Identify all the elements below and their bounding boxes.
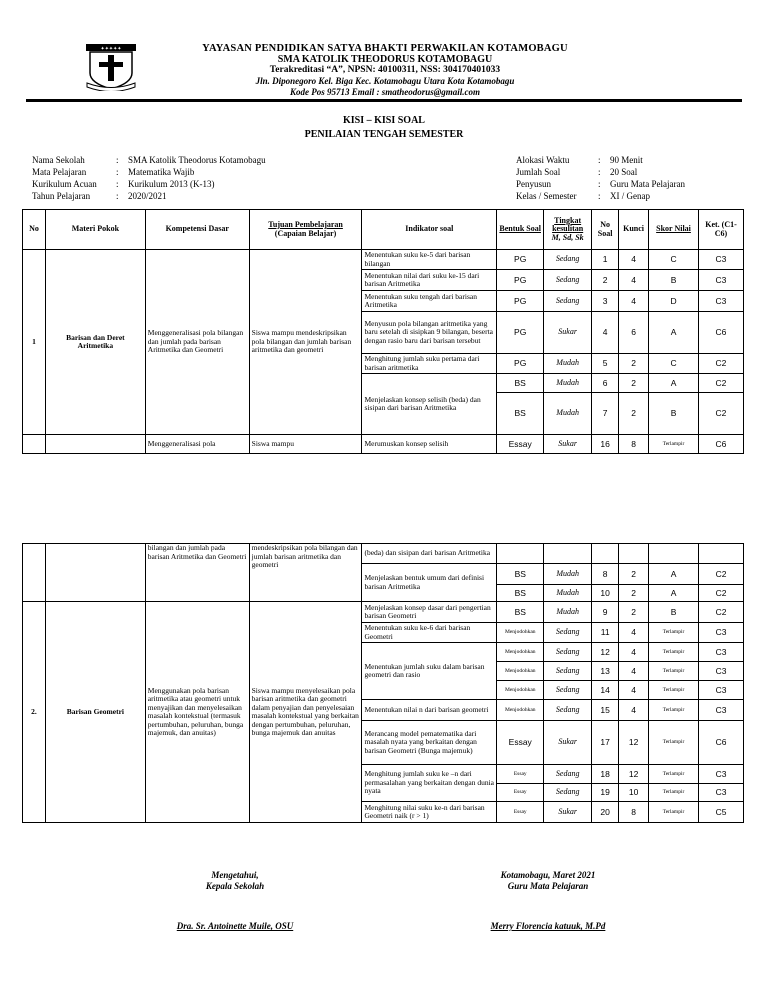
no-soal-cell: 16 bbox=[592, 435, 619, 454]
skor-cell: Terlampir bbox=[649, 681, 699, 700]
kunci-cell: 10 bbox=[619, 784, 649, 802]
tail-tujuan: Siswa mampu bbox=[249, 435, 362, 454]
info-key: Alokasi Waktu bbox=[516, 155, 570, 165]
ket-cell: C6 bbox=[698, 435, 743, 454]
info-key: Kurikulum Acuan bbox=[32, 179, 97, 189]
indikator-cell: Menjelaskan konsep selisih (beda) dan sisipan dari barisan Aritmetika bbox=[362, 374, 497, 435]
tingkat-cell: Mudah bbox=[544, 374, 592, 393]
skor-cell: A bbox=[649, 312, 699, 354]
kunci-cell: 12 bbox=[619, 721, 649, 765]
tingkat-cell bbox=[544, 544, 592, 564]
tingkat-cell: Sedang bbox=[544, 623, 592, 643]
no-soal-cell: 19 bbox=[592, 784, 619, 802]
sig-left-name: Dra. Sr. Antoinette Muile, OSU bbox=[176, 921, 294, 931]
bentuk-cell: Menjodohkan bbox=[497, 700, 544, 721]
section-tujuan: Siswa mampu mendeskripsikan pola bilangan dan jumlah barisan aritmetika dan geometri bbox=[249, 250, 362, 435]
svg-text:✦✦✦✦✦: ✦✦✦✦✦ bbox=[100, 46, 122, 52]
section-no: 1 bbox=[23, 250, 46, 435]
no-soal-cell: 13 bbox=[592, 662, 619, 681]
skor-cell: Terlampir bbox=[649, 643, 699, 662]
no-soal-cell: 5 bbox=[592, 354, 619, 374]
tingkat-cell: Mudah bbox=[544, 564, 592, 585]
info-sep: : bbox=[116, 155, 119, 165]
section-materi-empty bbox=[45, 544, 145, 602]
indikator-cell: Merancang model pematematika dari masalah nyata yang berkaitan dengan barisan Geometri (Bunga majemuk) bbox=[362, 721, 497, 765]
school-name: SMA KATOLIK THEODORUS KOTAMOBAGU bbox=[277, 54, 493, 65]
ket-cell: C3 bbox=[699, 765, 744, 784]
info-key: Tahun Pelajaran bbox=[32, 191, 91, 201]
no-soal-cell: 20 bbox=[592, 802, 619, 823]
kunci-cell: 4 bbox=[619, 681, 649, 700]
section-kd: Menggunakan pola barisan aritmetika atau geometri untuk menyajikan dan menyelesaikan masalah kontekstual (termasuk pertumbuhan, peluruhan, bunga majemuk, dan anuitas) bbox=[145, 602, 249, 823]
info-value: Guru Mata Pelajaran bbox=[610, 179, 685, 189]
info-key: Kelas / Semester bbox=[516, 191, 577, 201]
skor-cell: A bbox=[649, 564, 699, 585]
bentuk-cell: Menjodohkan bbox=[497, 623, 544, 643]
section-no: 2. bbox=[23, 602, 46, 823]
no-soal-cell: 6 bbox=[592, 374, 619, 393]
bentuk-cell: BS bbox=[497, 585, 544, 602]
info-left bbox=[32, 154, 266, 202]
section-no-empty bbox=[23, 435, 46, 454]
indikator-cell: Menentukan jumlah suku dalam barisan geometri dan rasio bbox=[362, 643, 497, 700]
info-value: 20 Soal bbox=[610, 167, 638, 177]
ket-cell: C3 bbox=[699, 700, 744, 721]
bentuk-cell: PG bbox=[497, 312, 544, 354]
kunci-cell: 8 bbox=[619, 435, 649, 454]
no-soal-cell: 4 bbox=[592, 312, 619, 354]
sig-right-name: Merry Florencia katuuk, M.Pd bbox=[490, 921, 606, 931]
bentuk-cell bbox=[497, 544, 544, 564]
tingkat-cell: Sedang bbox=[544, 643, 592, 662]
sig-left-line1: Mengetahui, bbox=[211, 870, 259, 880]
section-tujuan: Siswa mampu menyelesaikan pola barisan aritmetika dan geometri dalam penyajian dan penyelesaian masalah kontekstual yang berkaitan dengan pertumbuhan, peluruhan, bunga majemuk dan anuitas bbox=[249, 602, 362, 823]
kunci-cell: 4 bbox=[619, 700, 649, 721]
kunci-cell: 2 bbox=[619, 393, 649, 435]
skor-cell: Terlampir bbox=[649, 662, 699, 681]
tingkat-cell: Sedang bbox=[544, 765, 592, 784]
indikator-cell: Menghitung nilai suku ke-n dari barisan Geometri naik (r ˃ 1) bbox=[362, 802, 497, 823]
table-row bbox=[23, 250, 744, 270]
ket-cell: C3 bbox=[698, 291, 743, 312]
indikator-cell: Menentukan suku ke-5 dari barisan bilangan bbox=[362, 250, 497, 270]
col-kunci: Kunci bbox=[619, 210, 649, 250]
no-soal-cell: 18 bbox=[592, 765, 619, 784]
table-row bbox=[23, 602, 744, 623]
ket-cell: C3 bbox=[699, 784, 744, 802]
bentuk-cell: PG bbox=[497, 250, 544, 270]
info-sep: : bbox=[116, 179, 119, 189]
table-row bbox=[23, 544, 744, 564]
kunci-cell: 4 bbox=[619, 291, 649, 312]
tingkat-cell: Sedang bbox=[544, 270, 592, 291]
no-soal-cell: 2 bbox=[592, 270, 619, 291]
kunci-cell: 6 bbox=[619, 312, 649, 354]
info-key: Mata Pelajaran bbox=[32, 167, 87, 177]
kunci-cell: 8 bbox=[619, 802, 649, 823]
kunci-cell: 4 bbox=[619, 623, 649, 643]
kunci-cell: 4 bbox=[619, 662, 649, 681]
table-row bbox=[23, 435, 744, 454]
col-tujuan-label: Tujuan Pembelajaran bbox=[268, 220, 343, 229]
ket-cell: C3 bbox=[699, 623, 744, 643]
bentuk-cell: BS bbox=[497, 374, 544, 393]
section-materi: Barisan dan Deret Aritmetika bbox=[45, 250, 145, 435]
ket-cell: C6 bbox=[698, 312, 743, 354]
kunci-cell: 2 bbox=[619, 354, 649, 374]
indikator-cell: Menentukan nilai n dari barisan geometri bbox=[362, 700, 497, 721]
tingkat-cell: Sedang bbox=[544, 250, 592, 270]
cont-kd: bilangan dan jumlah pada barisan Aritmetika dan Geometri bbox=[145, 544, 249, 602]
bentuk-cell: BS bbox=[497, 602, 544, 623]
tingkat-cell: Sukar bbox=[544, 312, 592, 354]
info-sep: : bbox=[598, 191, 601, 201]
skor-cell: Terlampir bbox=[649, 700, 699, 721]
indikator-cell: Menghitung jumlah suku pertama dari barisan aritmetika bbox=[362, 354, 497, 374]
skor-cell: Terlampir bbox=[649, 623, 699, 643]
info-key: Nama Sekolah bbox=[32, 155, 85, 165]
ket-cell: C2 bbox=[698, 393, 743, 435]
skor-cell: A bbox=[649, 374, 699, 393]
bentuk-cell: Menjodohkan bbox=[497, 662, 544, 681]
ket-cell: C2 bbox=[698, 374, 743, 393]
bentuk-cell: BS bbox=[497, 564, 544, 585]
indikator-cell: Menghitung jumlah suku ke –n dari permasalahan yang berkaitan dengan dunia nyata bbox=[362, 765, 497, 802]
tingkat-cell: Sedang bbox=[544, 291, 592, 312]
ket-cell: C5 bbox=[699, 802, 744, 823]
no-soal-cell: 15 bbox=[592, 700, 619, 721]
bentuk-cell: Essay bbox=[497, 784, 544, 802]
indikator-cell: Menentukan nilai dari suku ke-15 dari barisan Aritmetika bbox=[362, 270, 497, 291]
bentuk-cell: PG bbox=[497, 270, 544, 291]
col-kd: Kompetensi Dasar bbox=[145, 210, 249, 250]
ket-cell: C2 bbox=[699, 585, 744, 602]
ket-cell: C6 bbox=[699, 721, 744, 765]
indikator-cell: Menentukan suku ke-6 dari barisan Geometri bbox=[362, 623, 497, 643]
tingkat-cell: Mudah bbox=[544, 602, 592, 623]
tingkat-cell: Sukar bbox=[544, 435, 592, 454]
kunci-cell: 2 bbox=[619, 602, 649, 623]
bentuk-cell: Menjodohkan bbox=[497, 643, 544, 662]
indikator-cell: Merumuskan konsep selisih bbox=[362, 435, 497, 454]
tingkat-cell: Mudah bbox=[544, 393, 592, 435]
skor-cell: Terlampir bbox=[649, 435, 699, 454]
col-tingkat bbox=[544, 210, 592, 250]
kunci-cell: 2 bbox=[619, 374, 649, 393]
no-soal-cell: 10 bbox=[592, 585, 619, 602]
kunci-cell: 12 bbox=[619, 765, 649, 784]
kunci-cell: 4 bbox=[619, 270, 649, 291]
skor-cell bbox=[649, 544, 699, 564]
col-indikator: Indikator soal bbox=[362, 210, 497, 250]
indikator-cell: Menjelaskan konsep dasar dari pengertian barisan Geometri bbox=[362, 602, 497, 623]
skor-cell: B bbox=[649, 393, 699, 435]
no-soal-cell: 8 bbox=[592, 564, 619, 585]
col-tujuan bbox=[249, 210, 362, 250]
ket-cell: C2 bbox=[698, 354, 743, 374]
info-sep: : bbox=[598, 155, 601, 165]
address-line: Jln. Diponegoro Kel. Biga Kec. Kotamobagu Utara Kota Kotamobagu bbox=[255, 76, 515, 86]
no-soal-cell bbox=[592, 544, 619, 564]
skor-cell: D bbox=[649, 291, 699, 312]
info-value: Matematika Wajib bbox=[128, 167, 195, 177]
info-value: Kurikulum 2013 (K-13) bbox=[128, 179, 215, 189]
info-row bbox=[32, 154, 266, 166]
kunci-cell: 2 bbox=[619, 585, 649, 602]
info-row bbox=[32, 190, 266, 202]
doc-title: KISI – KISI SOAL bbox=[343, 115, 425, 126]
info-value: SMA Katolik Theodorus Kotamobagu bbox=[128, 155, 266, 165]
info-sep: : bbox=[598, 179, 601, 189]
kunci-cell: 4 bbox=[619, 250, 649, 270]
table-header-row bbox=[23, 210, 744, 250]
info-row bbox=[516, 190, 685, 202]
tingkat-cell: Mudah bbox=[544, 354, 592, 374]
school-logo bbox=[84, 43, 138, 91]
info-key: Penyusun bbox=[516, 179, 552, 189]
tingkat-cell: Sedang bbox=[544, 681, 592, 700]
skor-cell: Terlampir bbox=[649, 721, 699, 765]
ket-cell: C3 bbox=[699, 681, 744, 700]
ket-cell: C3 bbox=[699, 662, 744, 681]
no-soal-cell: 12 bbox=[592, 643, 619, 662]
doc-subtitle: PENILAIAN TENGAH SEMESTER bbox=[304, 129, 464, 140]
bentuk-cell: Essay bbox=[497, 435, 544, 454]
skor-cell: C bbox=[649, 250, 699, 270]
tingkat-cell: Sedang bbox=[544, 784, 592, 802]
info-row bbox=[32, 166, 266, 178]
kisi-table-page2 bbox=[22, 543, 744, 823]
indikator-cell: Menentukan suku tengah dari barisan Aritmetika bbox=[362, 291, 497, 312]
info-sep: : bbox=[116, 167, 119, 177]
no-soal-cell: 17 bbox=[592, 721, 619, 765]
indikator-cell: (beda) dan sisipan dari barisan Aritmetika bbox=[362, 544, 497, 564]
no-soal-cell: 14 bbox=[592, 681, 619, 700]
tingkat-cell: Sukar bbox=[544, 721, 592, 765]
info-right bbox=[516, 154, 685, 202]
info-key: Jumlah Soal bbox=[516, 167, 561, 177]
ket-cell: C2 bbox=[699, 602, 744, 623]
cont-tujuan: mendeskripsikan pola bilangan dan jumlah barisan aritmetika dan geometri bbox=[249, 544, 362, 602]
section-materi: Barisan Geometri bbox=[45, 602, 145, 823]
col-skor: Skor Nilai bbox=[649, 210, 699, 250]
kunci-cell: 4 bbox=[619, 643, 649, 662]
sig-right-line2: Guru Mata Pelajaran bbox=[507, 881, 589, 891]
skor-cell: B bbox=[649, 602, 699, 623]
sig-left-line2: Kepala Sekolah bbox=[205, 881, 265, 891]
no-soal-cell: 7 bbox=[592, 393, 619, 435]
no-soal-cell: 11 bbox=[592, 623, 619, 643]
info-value: 2020/2021 bbox=[128, 191, 167, 201]
skor-cell: Terlampir bbox=[649, 784, 699, 802]
section-materi-empty bbox=[45, 435, 145, 454]
ket-cell: C3 bbox=[699, 643, 744, 662]
kisi-table-page1 bbox=[22, 209, 744, 454]
skor-cell: Terlampir bbox=[649, 802, 699, 823]
info-sep: : bbox=[598, 167, 601, 177]
contact-line: Kode Pos 95713 Email : smatheodorus@gmail.com bbox=[290, 87, 480, 97]
skor-cell: A bbox=[649, 585, 699, 602]
info-value: XI / Genap bbox=[610, 191, 650, 201]
bentuk-cell: PG bbox=[497, 354, 544, 374]
tingkat-cell: Mudah bbox=[544, 585, 592, 602]
tingkat-cell: Sedang bbox=[544, 662, 592, 681]
no-soal-cell: 9 bbox=[592, 602, 619, 623]
col-materi: Materi Pokok bbox=[45, 210, 145, 250]
ket-cell: C2 bbox=[699, 564, 744, 585]
foundation-name: YAYASAN PENDIDIKAN SATYA BHAKTI PERWAKILAN KOTAMOBAGU bbox=[202, 43, 568, 54]
header-divider bbox=[26, 99, 742, 102]
ket-cell: C3 bbox=[698, 250, 743, 270]
ket-cell bbox=[699, 544, 744, 564]
indikator-cell: Menjelaskan bentuk umum dari definisi barisan Aritmetika bbox=[362, 564, 497, 602]
section-kd: Menggeneralisasi pola bilangan dan jumlah pada barisan Aritmetika dan Geometri bbox=[145, 250, 249, 435]
ket-cell: C3 bbox=[698, 270, 743, 291]
col-ket: Ket. (C1-C6) bbox=[698, 210, 743, 250]
col-no: No bbox=[23, 210, 46, 250]
col-tujuan-sub: (Capaian Belajar) bbox=[274, 228, 337, 238]
col-tingkat-sub: M, Sd, Sk bbox=[551, 232, 584, 242]
bentuk-cell: Essay bbox=[497, 765, 544, 784]
info-value: 90 Menit bbox=[610, 155, 643, 165]
bentuk-cell: Essay bbox=[497, 721, 544, 765]
tingkat-cell: Sukar bbox=[544, 802, 592, 823]
kunci-cell: 2 bbox=[619, 564, 649, 585]
kunci-cell bbox=[619, 544, 649, 564]
col-no-soal: No Soal bbox=[592, 210, 619, 250]
bentuk-cell: BS bbox=[497, 393, 544, 435]
accreditation-line: Terakreditasi “A”, NPSN: 40100311, NSS: 304170401033 bbox=[269, 65, 501, 75]
no-soal-cell: 3 bbox=[592, 291, 619, 312]
skor-cell: Terlampir bbox=[649, 765, 699, 784]
info-sep: : bbox=[116, 191, 119, 201]
bentuk-cell: Essay bbox=[497, 802, 544, 823]
skor-cell: C bbox=[649, 354, 699, 374]
info-row bbox=[516, 154, 685, 166]
sig-right-line1: Kotamobagu, Maret 2021 bbox=[500, 870, 596, 880]
col-tingkat-label: Tingkat kesulitan bbox=[552, 215, 584, 234]
tingkat-cell: Sedang bbox=[544, 700, 592, 721]
info-row bbox=[516, 178, 685, 190]
skor-cell: B bbox=[649, 270, 699, 291]
col-bentuk: Bentuk Soal bbox=[497, 210, 544, 250]
section-no-empty bbox=[23, 544, 46, 602]
info-row bbox=[32, 178, 266, 190]
indikator-cell: Menyusun pola bilangan aritmetika yang baru setelah di sisipkan 9 bilangan, beserta dengan rasio baru dari barisan tersebut bbox=[362, 312, 497, 354]
info-row bbox=[516, 166, 685, 178]
no-soal-cell: 1 bbox=[592, 250, 619, 270]
bentuk-cell: PG bbox=[497, 291, 544, 312]
bentuk-cell: Menjodohkan bbox=[497, 681, 544, 700]
tail-kd: Menggeneralisasi pola bbox=[145, 435, 249, 454]
